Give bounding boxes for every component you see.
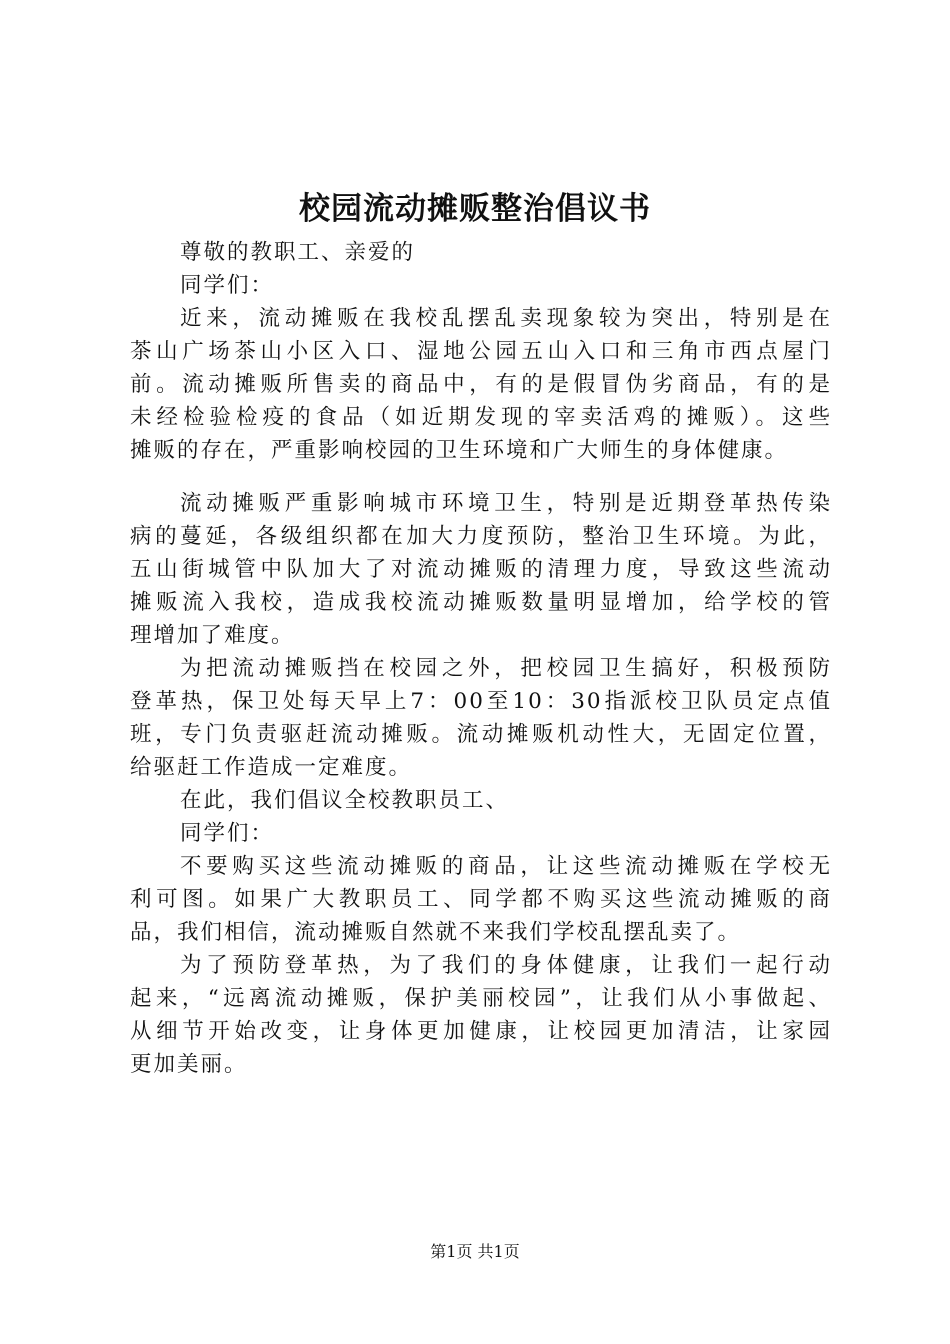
proposal-line-1: 在此，我们倡议全校教职员工、 xyxy=(180,788,510,813)
paragraph-1-line-4: 未经检验检疫的食品（如近期发现的宰卖活鸡的摊贩）。这些 xyxy=(130,405,832,430)
paragraph-2-line-1: 流动摊贩严重影响城市环境卫生，特别是近期登革热传染 xyxy=(180,491,832,516)
paragraph-4-line-3: 品，我们相信，流动摊贩自然就不来我们学校乱摆乱卖了。 xyxy=(130,920,742,945)
paragraph-4-line-2: 利可图。如果广大教职员工、同学都不购买这些流动摊贩的商 xyxy=(130,887,832,912)
page-number-footer: 第1页 共1页 xyxy=(430,1242,520,1261)
document-body xyxy=(130,236,832,1081)
paragraph-2-line-5: 理增加了难度。 xyxy=(130,623,295,648)
paragraph-5-line-1: 为了预防登革热，为了我们的身体健康，让我们一起行动 xyxy=(180,953,832,978)
paragraph-1-line-2: 茶山广场茶山小区入口、湿地公园五山入口和三角市西点屋门 xyxy=(130,339,832,364)
paragraph-gap xyxy=(130,467,832,487)
paragraph-5-line-3: 从细节开始改变，让身体更加健康，让校园更加清洁，让家园 xyxy=(130,1019,832,1044)
salutation-line-1: 尊敬的教职工、亲爱的 xyxy=(180,240,416,265)
paragraph-1-line-3: 前。流动摊贩所售卖的商品中，有的是假冒伪劣商品，有的是 xyxy=(130,372,832,397)
paragraph-1-line-5: 摊贩的存在，严重影响校园的卫生环境和广大师生的身体健康。 xyxy=(130,438,789,463)
paragraph-2-line-2: 病的蔓延，各级组织都在加大力度预防，整治卫生环境。为此， xyxy=(130,524,832,549)
paragraph-2-line-3: 五山街城管中队加大了对流动摊贩的清理力度，导致这些流动 xyxy=(130,557,832,582)
paragraph-5-line-4: 更加美丽。 xyxy=(130,1052,248,1077)
paragraph-2-line-4: 摊贩流入我校，造成我校流动摊贩数量明显增加，给学校的管 xyxy=(130,590,832,615)
paragraph-3-line-4: 给驱赶工作造成一定难度。 xyxy=(130,755,413,780)
paragraph-5-line-2: 起来，“远离流动摊贩，保护美丽校园”，让我们从小事做起、 xyxy=(130,986,832,1011)
document-title: 校园流动摊贩整治倡议书 xyxy=(299,191,651,227)
paragraph-3-line-3: 班，专门负责驱赶流动摊贩。流动摊贩机动性大，无固定位置， xyxy=(130,722,832,747)
paragraph-1-line-1: 近来，流动摊贩在我校乱摆乱卖现象较为突出，特别是在 xyxy=(180,306,832,331)
paragraph-3-line-2: 登革热，保卫处每天早上7：00至10：30指派校卫队员定点值 xyxy=(130,689,832,714)
proposal-line-2: 同学们： xyxy=(180,821,275,846)
paragraph-3-line-1: 为把流动摊贩挡在校园之外，把校园卫生搞好，积极预防 xyxy=(180,656,832,681)
paragraph-4-line-1: 不要购买这些流动摊贩的商品，让这些流动摊贩在学校无 xyxy=(180,854,832,879)
salutation-line-2: 同学们： xyxy=(180,273,275,298)
